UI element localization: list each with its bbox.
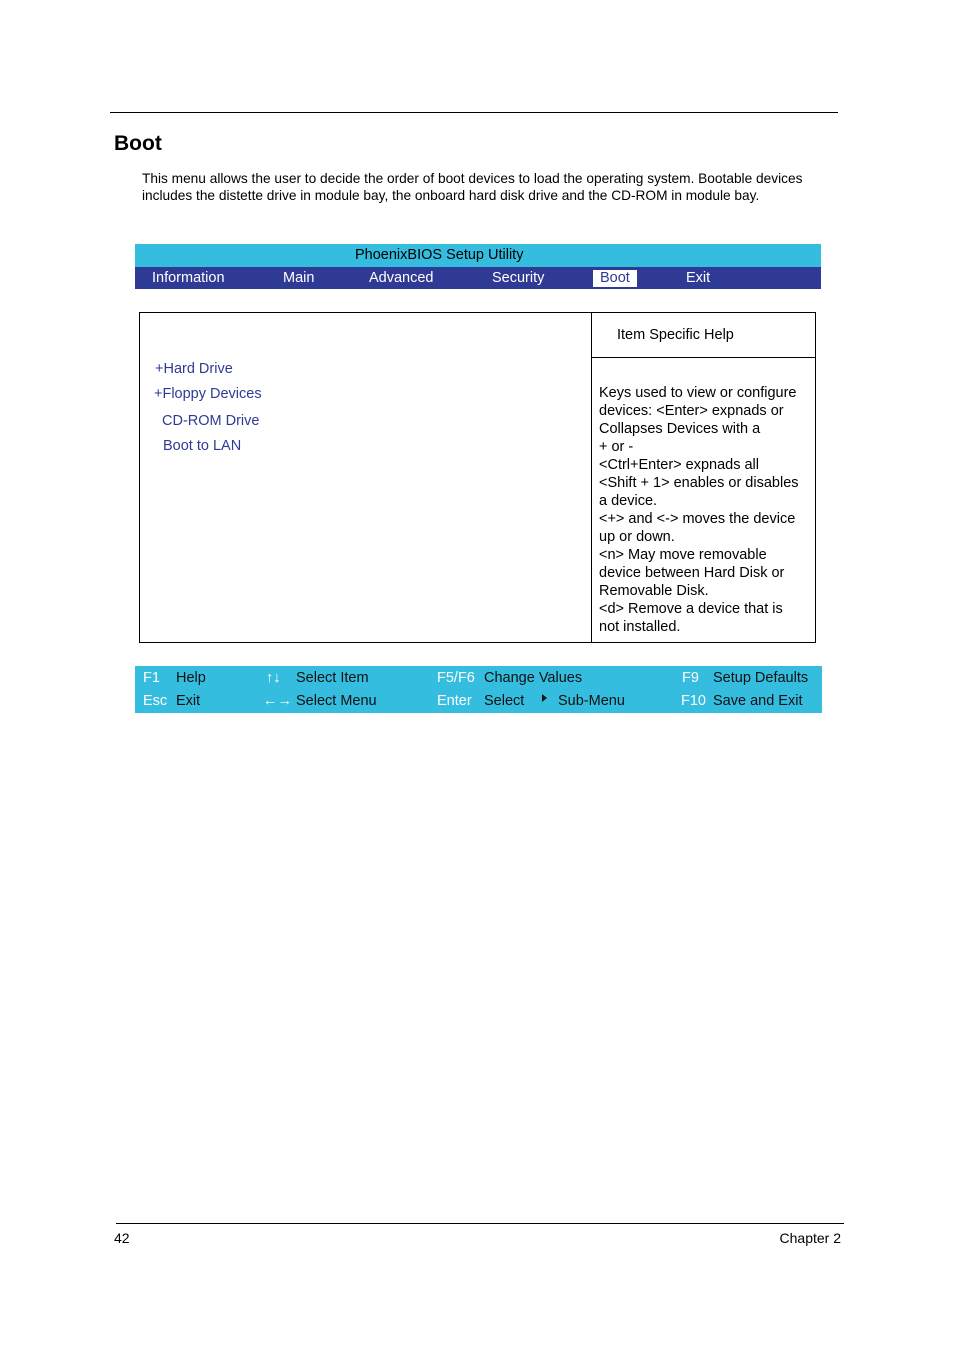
top-rule (110, 112, 838, 113)
intro-text (142, 170, 842, 204)
triangle-right-icon (542, 691, 547, 709)
bios-main-panel (139, 312, 816, 643)
key-select-menu-label: Select Menu (296, 693, 377, 709)
key-f10: F10 (681, 693, 706, 709)
key-f1: F1 (143, 670, 160, 686)
key-change-values-label: Change Values (484, 670, 583, 686)
key-save-exit-label: Save and Exit (713, 693, 803, 709)
key-f9: F9 (682, 670, 699, 686)
key-sub-menu-label: Sub-Menu (558, 693, 625, 709)
help-title: Item Specific Help (617, 327, 734, 343)
key-setup-defaults-label: Setup Defaults (713, 670, 809, 686)
help-line: <+> and <-> moves the device (599, 511, 796, 527)
panel-divider (591, 313, 592, 642)
help-line: Keys used to view or configure (599, 385, 797, 401)
bios-title: PhoenixBIOS Setup Utility (355, 247, 524, 263)
help-line: Collapses Devices with a (599, 421, 761, 437)
key-f5-f6: F5/F6 (437, 670, 475, 686)
help-line: a device. (599, 493, 658, 509)
boot-item-cdrom-drive[interactable]: CD-ROM Drive (162, 413, 260, 429)
boot-item-boot-to-lan[interactable]: Boot to LAN (163, 438, 242, 454)
help-header-rule (591, 357, 816, 358)
help-text (599, 384, 814, 636)
help-line: <Shift + 1> enables or disables (599, 475, 799, 491)
help-line: <n> May move removable (599, 547, 767, 563)
help-line: <Ctrl+Enter> expnads all (599, 457, 759, 473)
menu-boot[interactable]: Boot (593, 270, 637, 287)
key-enter: Enter (437, 693, 472, 709)
boot-item-hard-drive[interactable]: +Hard Drive (155, 361, 233, 377)
left-right-arrows-icon: ←→ (263, 693, 292, 709)
menu-advanced[interactable]: Advanced (369, 270, 434, 286)
key-select-item-label: Select Item (296, 670, 369, 686)
bios-title-bar (135, 244, 821, 267)
up-down-arrows-icon: ↑↓ (266, 670, 281, 686)
menu-main[interactable]: Main (283, 270, 315, 286)
chapter-label: Chapter 2 (779, 1230, 841, 1246)
key-help-label: Help (176, 670, 206, 686)
intro-line-1: This menu allows the user to decide the order of boot devices to load the operating system. Bootable devices (142, 171, 803, 186)
key-select-label: Select (484, 693, 525, 709)
help-line: Removable Disk. (599, 583, 709, 599)
bios-menu-bar (135, 267, 821, 289)
bottom-rule (116, 1223, 844, 1224)
bios-key-legend (135, 666, 822, 713)
help-line: + or - (599, 439, 634, 455)
key-exit-label: Exit (176, 693, 201, 709)
page-number: 42 (114, 1230, 130, 1246)
intro-line-2: includes the distette drive in module bay, the onboard hard disk drive and the CD-ROM in module bay. (142, 188, 760, 203)
help-line: devices: <Enter> expnads or (599, 403, 784, 419)
menu-exit[interactable]: Exit (686, 270, 711, 286)
section-title: Boot (114, 132, 162, 155)
boot-item-floppy-devices[interactable]: +Floppy Devices (154, 386, 262, 402)
help-line: up or down. (599, 529, 675, 545)
menu-security[interactable]: Security (492, 270, 545, 286)
help-line: not installed. (599, 619, 681, 635)
menu-information[interactable]: Information (152, 270, 225, 286)
help-line: device between Hard Disk or (599, 565, 785, 581)
help-line: <d> Remove a device that is (599, 601, 783, 617)
key-esc: Esc (143, 693, 168, 709)
